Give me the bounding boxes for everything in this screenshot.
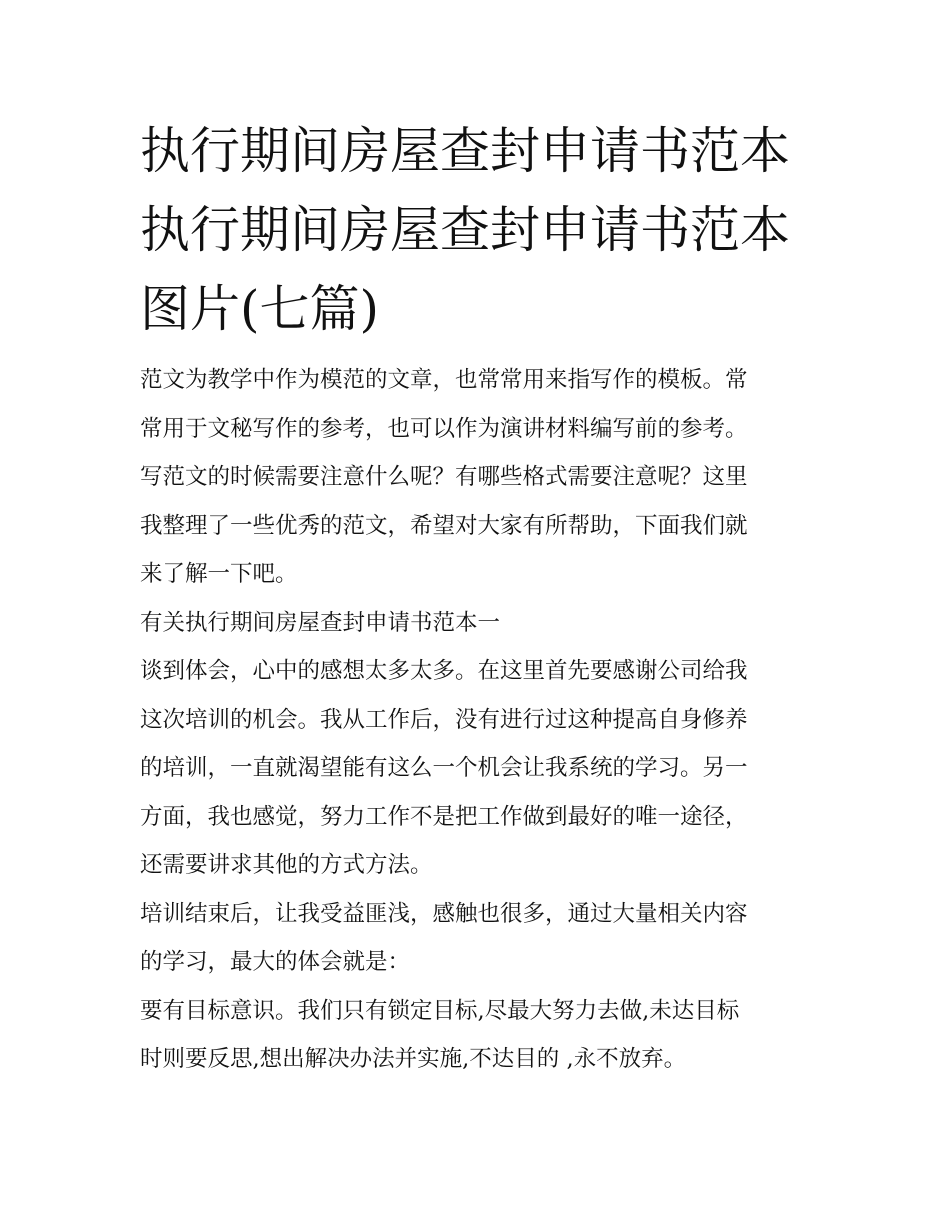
text-line: 还需要讲求其他的方式方法。: [140, 852, 433, 878]
title-line-1: 执行期间房屋查封申请书范本: [140, 122, 790, 180]
text-line: 时则要反思,想出解决办法并实施,不达目的 ,永不放弃。: [140, 1046, 687, 1072]
section-heading: [140, 599, 815, 648]
text-line: 的学习，最大的体会就是：: [140, 949, 411, 975]
title-line-2: 执行期间房屋查封申请书范本: [140, 201, 790, 259]
text-line: 培训结束后，让我受益匪浅，感触也很多，通过大量相关内容: [140, 900, 748, 927]
text-line: 的培训，一直就渴望能有这么一个机会让我系统的学习。另一: [140, 755, 748, 781]
text-line: 来了解一下吧。: [140, 561, 298, 587]
text-line: 有关执行期间房屋查封申请书范本一: [140, 609, 501, 636]
text-line: 谈到体会，心中的感想太多太多。在这里首先要感谢公司给我: [140, 658, 748, 684]
text-line: 范文为教学中作为模范的文章，也常常用来指写作的模板。常: [140, 367, 748, 393]
document-title: [140, 112, 830, 349]
body-paragraph: [140, 987, 815, 1084]
text-line: 这次培训的机会。我从工作后，没有进行过这种提高自身修养: [140, 706, 748, 733]
text-line: 要有目标意识。我们只有锁定目标,尽最大努力去做,未达目标: [140, 997, 740, 1024]
title-line-3: 图片(七篇): [140, 280, 380, 338]
body-paragraph: [140, 647, 815, 890]
document-body: [140, 356, 815, 1084]
text-line: 写范文的时候需要注意什么呢？有哪些格式需要注意呢？这里: [140, 464, 748, 490]
text-line: 方面，我也感觉，努力工作不是把工作做到最好的唯一途径，: [140, 803, 748, 830]
body-paragraph: [140, 890, 815, 987]
text-line: 我整理了一些优秀的范文，希望对大家有所帮助，下面我们就: [140, 512, 748, 539]
text-line: 常用于文秘写作的参考，也可以作为演讲材料编写前的参考。: [140, 415, 748, 442]
intro-paragraph: [140, 356, 815, 599]
